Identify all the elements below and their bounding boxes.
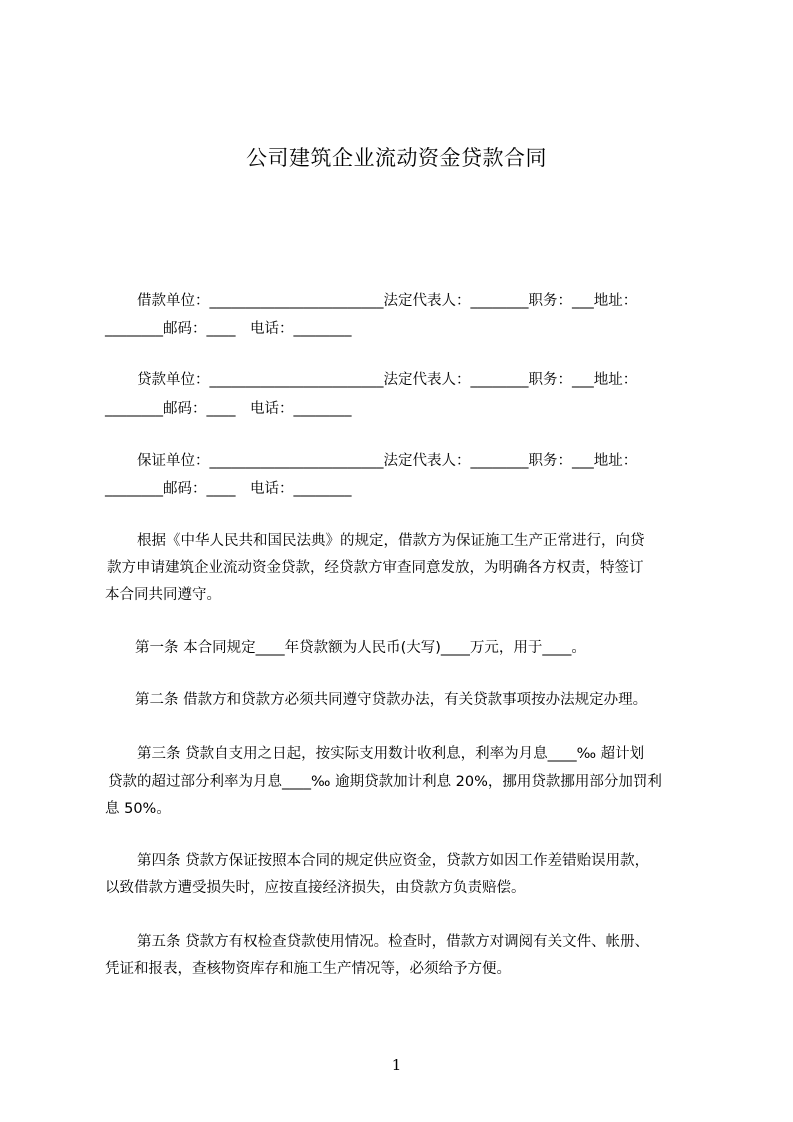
guarantor-line-2: ________邮码：____ 电话：________ [105, 481, 352, 497]
borrower-line-1: 借款单位：________________________法定代表人：________职务：___地址： [137, 293, 638, 309]
page-number: 1 [391, 1056, 402, 1074]
document-title: 公司建筑企业流动资金贷款合同 [246, 146, 547, 170]
borrower-line-2: ________邮码：____ 电话：________ [105, 321, 352, 337]
lender-line-2: ________邮码：____ 电话：________ [105, 401, 352, 417]
article-3-line-1: 第三条 贷款自支用之日起，按实际支用数计收利息，利率为月息____‰ 超计划 [137, 746, 645, 762]
article-4-line-2: 以致借款方遭受损失时，应按直接经济损失，由贷款方负责赔偿。 [105, 880, 526, 896]
article-5-line-2: 凭证和报表，查核物资库存和施工生产情况等，必须给予方便。 [105, 961, 511, 977]
article-3-line-2: 贷款的超过部分利率为月息____‰ 逾期贷款加计利息 20%，挪用贷款挪用部分加罚利 [108, 774, 662, 790]
article-5-line-1: 第五条 贷款方有权检查贷款使用情况。检查时，借款方对调阅有关文件、帐册、 [137, 934, 650, 950]
article-2-line-1: 第二条 借款方和贷款方必须共同遵守贷款办法，有关贷款事项按办法规定办理。 [135, 692, 648, 708]
preamble-line-1: 根据《中华人民共和国民法典》的规定，借款方为保证施工生产正常进行，向贷 [137, 533, 645, 549]
preamble-line-2: 款方申请建筑企业流动资金贷款，经贷款方审查同意发放，为明确各方权责，特签订 [107, 560, 644, 576]
article-1-line-1: 第一条 本合同规定____年贷款额为人民币(大写)____万元，用于____。 [135, 640, 586, 656]
preamble-line-3: 本合同共同遵守。 [105, 587, 221, 603]
lender-line-1: 贷款单位：________________________法定代表人：________职务：___地址： [137, 372, 638, 388]
article-4-line-1: 第四条 贷款方保证按照本合同的规定供应资金，贷款方如因工作差错贻误用款， [137, 853, 650, 869]
guarantor-line-1: 保证单位：________________________法定代表人：________职务：___地址： [137, 453, 638, 469]
article-3-line-3: 息 50%。 [105, 801, 171, 817]
